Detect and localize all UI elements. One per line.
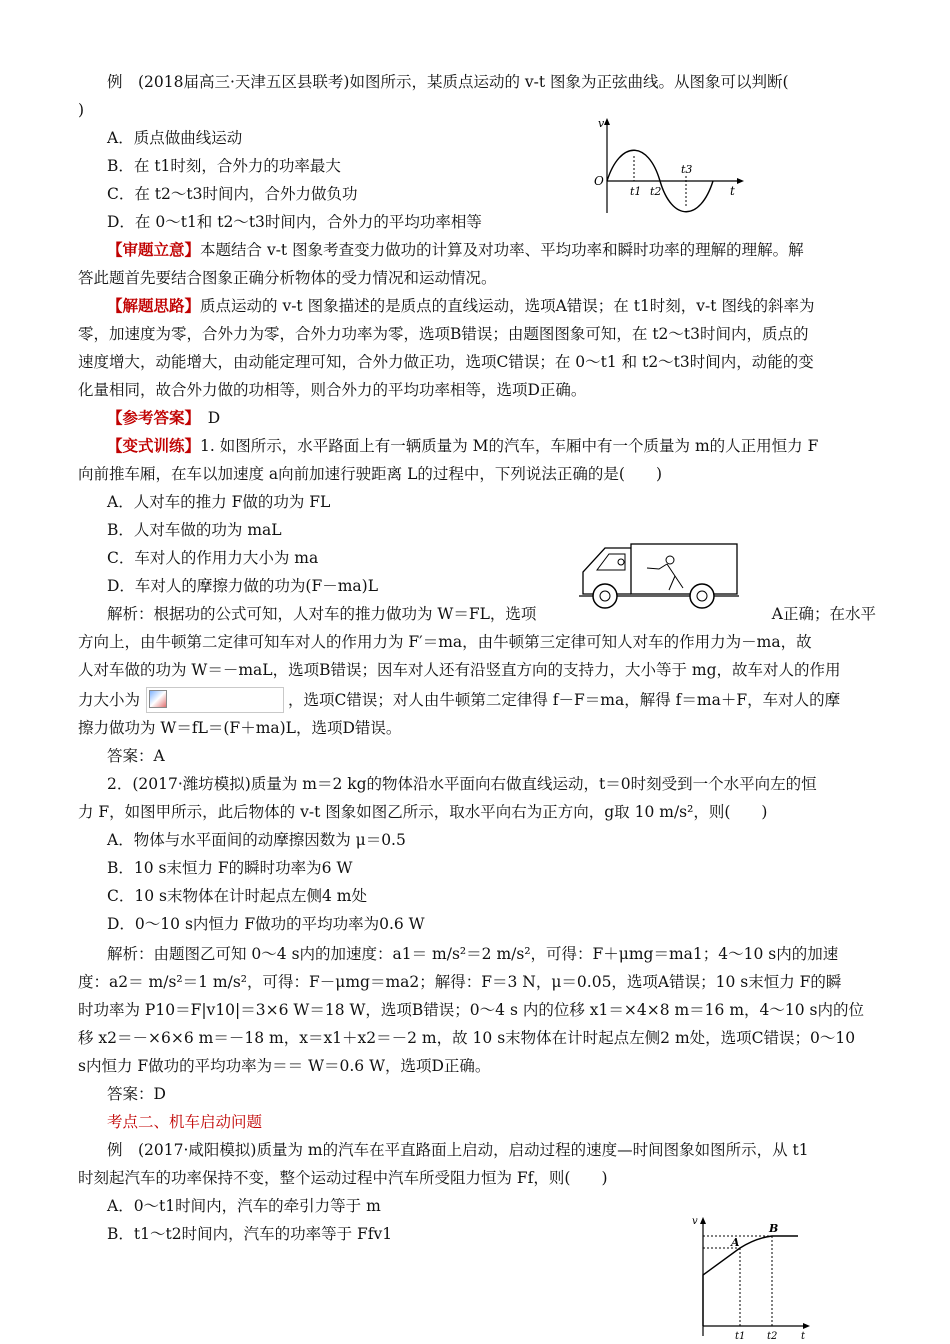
var1-solution-line2: 方向上，由牛顿第二定律可知车对人的作用力为 F′＝ma，由牛顿第三定律可知人对车的作用力为－ma，故 bbox=[78, 633, 812, 651]
variation-tag: 【变式训练】 bbox=[107, 436, 201, 455]
graph2-curve-segment bbox=[740, 1236, 798, 1248]
var1-solution-line3: 人对车做的功为 W＝－maL，选项B错误；因车对人还有沿竖直方向的支持力，大小等于 mg，故车对人的作用 bbox=[78, 661, 841, 679]
ex1-idea-line3: 速度增大，动能增大，由动能定理可知，合外力做正功，选项C错误；在 0～t1 和 t2～t3时间内，动能的变 bbox=[78, 353, 814, 371]
graph1-label-o: O bbox=[594, 174, 604, 188]
graph2-label-v: v bbox=[692, 1216, 698, 1227]
ex1-option-b: B．在 t1时刻，合外力的功率最大 bbox=[107, 157, 341, 175]
var2-solution-line5: s内恒力 F做功的平均功率为＝＝ W＝0.6 W，选项D正确。 bbox=[78, 1057, 491, 1075]
var2-question-line2: 力 F，如图甲所示，此后物体的 v-t 图象如图乙所示，取水平向右为正方向，g取 10 m/s²，则( ) bbox=[78, 803, 768, 821]
var2-answer: 答案：D bbox=[107, 1085, 166, 1103]
var2-solution-line3: 时功率为 P10＝F|v10|＝3×6 W＝18 W，选项B错误；0～4 s 内的位移 x1＝×4×8 m＝16 m，4～10 s内的位 bbox=[78, 1001, 864, 1019]
var2-option-c: C．10 s末物体在计时起点左侧4 m处 bbox=[107, 887, 367, 905]
graph1-label-t2: t2 bbox=[650, 185, 662, 198]
broken-formula-image bbox=[146, 687, 284, 713]
ex1-question-line1: 例 (2018届高三·天津五区县联考)如图所示，某质点运动的 v-t 图象为正弦曲线。从图象可以判断( bbox=[107, 73, 789, 91]
ex1-answer-line: 【参考答案】 D bbox=[107, 408, 221, 427]
graph2-label-t1: t1 bbox=[735, 1331, 746, 1342]
var1-question-line2: 向前推车厢，在车以加速度 a向前加速行驶距离 L的过程中，下列说法正确的是( ) bbox=[78, 465, 662, 483]
topic2-option-a: A．0～t1时间内，汽车的牵引力等于 m bbox=[107, 1197, 381, 1215]
var2-option-d: D．0～10 s内恒力 F做功的平均功率为0.6 W bbox=[107, 915, 425, 933]
ex1-option-c: C．在 t2～t3时间内，合外力做负功 bbox=[107, 185, 358, 203]
var1-option-a: A．人对车的推力 F做的功为 FL bbox=[107, 493, 331, 511]
topic2-question-line2: 时刻起汽车的功率保持不变，整个运动过程中汽车所受阻力恒为 Ff，则( ) bbox=[78, 1169, 608, 1187]
var2-question-line1: 2．(2017·潍坊模拟)质量为 m＝2 kg的物体沿水平面向右做直线运动，t＝0时刻受到一个水平向左的恒 bbox=[107, 775, 817, 793]
ex1-question-line2: ) bbox=[78, 101, 85, 119]
topic2-question-line1: 例 (2017·咸阳模拟)质量为 m的汽车在平直路面上启动，启动过程的速度—时间图象如图所示，从 t1 bbox=[107, 1141, 809, 1159]
topic2-option-b: B．t1～t2时间内，汽车的功率等于 Ffv1 bbox=[107, 1225, 393, 1243]
graph1-label-t3: t3 bbox=[681, 163, 693, 176]
var2-solution-line2: 度：a2＝ m/s²＝1 m/s²，可得：F－μmg＝ma2；解得：F＝3 N，μ＝0.05，选项A错误；10 s末恒力 F的瞬 bbox=[78, 973, 842, 991]
graph2-label-b: B bbox=[769, 1222, 779, 1235]
var2-option-b: B．10 s末恒力 F的瞬时功率为6 W bbox=[107, 859, 353, 877]
var1-solution-line1a: 解析：根据功的公式可知，人对车的推力做功为 W＝FL，选项 bbox=[107, 605, 537, 623]
car-start-vt-graph bbox=[688, 1212, 818, 1342]
graph2-label-t: t bbox=[801, 1331, 806, 1342]
idea-tag: 【解题思路】 bbox=[107, 296, 201, 315]
sine-vt-graph bbox=[590, 115, 750, 215]
ex1-option-d: D．在 0～t1和 t2～t3时间内，合外力的平均功率相等 bbox=[107, 213, 482, 231]
var2-solution-line4: 移 x2＝－×6×6 m＝－18 m，x＝x1＋x2＝－2 m，故 10 s末物体在计时起点左侧2 m处，选项C错误；0～10 bbox=[78, 1029, 856, 1047]
ex1-option-a: A．质点做曲线运动 bbox=[107, 129, 243, 147]
person-pushing-icon bbox=[647, 556, 683, 590]
var1-answer: 答案：A bbox=[107, 747, 165, 765]
var1-option-d: D．车对人的摩擦力做的功为(F－ma)L bbox=[107, 577, 379, 595]
var1-solution-line5: 擦力做功为 W＝fL＝(F＋ma)L，选项D错误。 bbox=[78, 719, 402, 737]
var1-option-c: C．车对人的作用力大小为 ma bbox=[107, 549, 319, 567]
graph2-linear-segment bbox=[703, 1248, 740, 1326]
var1-solution-line1b: A正确；在水平 bbox=[771, 605, 876, 623]
var1-option-b: B．人对车做的功为 maL bbox=[107, 521, 282, 539]
ex1-idea-line4: 化量相同，故合外力做的功相等，则合外力的平均功率相等，选项D正确。 bbox=[78, 381, 587, 399]
ex1-intent-line1: 【审题立意】本题结合 v-t 图象考查变力做功的计算及对功率、平均功率和瞬时功率的理解的理解。解 bbox=[107, 240, 804, 259]
graph2-label-a: A bbox=[731, 1236, 740, 1249]
graph1-label-t: t bbox=[730, 184, 735, 198]
var1-solution-line4b: ，选项C错误；对人由牛顿第二定律得 f－F＝ma，解得 f＝ma＋F，车对人的摩 bbox=[288, 691, 841, 709]
var1-solution-line4a: 力大小为 bbox=[78, 691, 141, 709]
graph1-label-v: v bbox=[598, 117, 605, 130]
ex1-idea-line1: 【解题思路】质点运动的 v-t 图象描述的是质点的直线运动，选项A错误；在 t1时刻，v-t 图线的斜率为 bbox=[107, 296, 815, 315]
broken-image-icon bbox=[149, 690, 167, 708]
topic2-heading: 考点二、机车启动问题 bbox=[107, 1113, 263, 1131]
intent-tag: 【审题立意】 bbox=[107, 240, 201, 259]
var2-solution-line1: 解析：由题图乙可知 0～4 s内的加速度：a1＝ m/s²＝2 m/s²，可得：F＋μmg＝ma1；4～10 s内的加速 bbox=[107, 945, 839, 963]
graph1-label-t1: t1 bbox=[630, 185, 642, 198]
ex1-intent-line2: 答此题首先要结合图象正确分析物体的受力情况和运动情况。 bbox=[78, 269, 497, 287]
answer-tag: 【参考答案】 bbox=[107, 408, 193, 427]
var2-option-a: A．物体与水平面间的动摩擦因数为 μ＝0.5 bbox=[107, 831, 406, 849]
var1-question-line1: 【变式训练】1. 如图所示，水平路面上有一辆质量为 M的汽车，车厢中有一个质量为 m的人正用恒力 F bbox=[107, 436, 819, 455]
graph2-label-t2: t2 bbox=[767, 1331, 778, 1342]
ex1-idea-line2: 零，加速度为零，合外力为零，合外力功率为零，选项B错误；由题图图象可知，在 t2～t3时间内，质点的 bbox=[78, 325, 809, 343]
